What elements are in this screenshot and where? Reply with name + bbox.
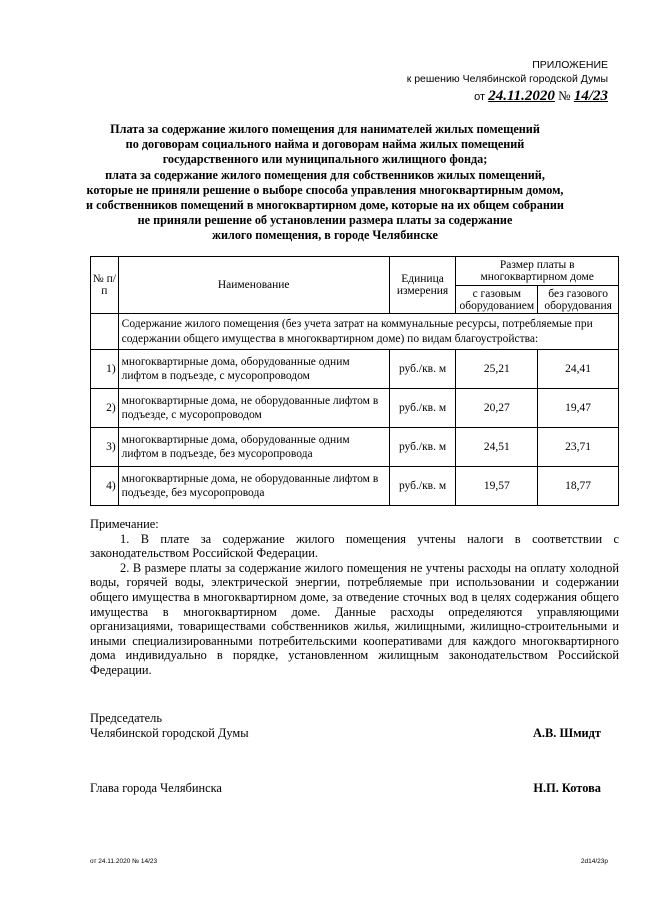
notes-section bbox=[90, 517, 619, 678]
notes-heading: Примечание: bbox=[90, 517, 159, 531]
row-unit: руб./кв. м bbox=[389, 389, 456, 428]
title-line: которые не приняли решение о выборе способа управления многоквартирным домом, bbox=[86, 182, 564, 197]
row-num: 2) bbox=[91, 389, 119, 428]
row-num: 3) bbox=[91, 428, 119, 467]
title-line: по договорам социального найма и договорам найма жилых помещений bbox=[125, 137, 525, 152]
head-name: Н.П. Котова bbox=[533, 781, 601, 795]
table-row bbox=[91, 467, 619, 506]
title-line: жилого помещения, в городе Челябинске bbox=[212, 228, 438, 243]
row-without-gas: 19,47 bbox=[538, 389, 619, 428]
row-with-gas: 20,27 bbox=[456, 389, 538, 428]
title-line: плата за содержание жилого помещения для собственников жилых помещений, bbox=[105, 167, 545, 182]
row-with-gas: 19,57 bbox=[456, 467, 538, 506]
table-row bbox=[91, 350, 619, 389]
date-prefix: от bbox=[474, 91, 485, 103]
head-signature-block bbox=[90, 781, 610, 796]
table-row bbox=[91, 389, 619, 428]
header-num: № п/п bbox=[91, 257, 119, 314]
header-unit: Единица измерения bbox=[389, 257, 456, 314]
footer-right: 2d14/23p bbox=[580, 858, 608, 865]
title-line: и собственников помещений в многоквартирном доме, которые на их общем собрании bbox=[86, 198, 564, 213]
appendix-decision: к решению Челябинской городской Думы bbox=[406, 73, 608, 85]
number-prefix: № bbox=[558, 88, 571, 103]
row-with-gas: 25,21 bbox=[456, 350, 538, 389]
appendix-label: ПРИЛОЖЕНИЕ bbox=[532, 59, 608, 71]
header-rate-group: Размер платы в многоквартирном доме bbox=[456, 257, 619, 286]
footer-left: от 24.11.2020 № 14/23 bbox=[90, 858, 158, 865]
row-unit: руб./кв. м bbox=[389, 350, 456, 389]
chair-title-line-2: Челябинской городской Думы bbox=[90, 726, 249, 740]
row-name: многоквартирные дома, оборудованные одним лифтом в подъезде, с мусоропроводом bbox=[118, 350, 389, 389]
note-item: 1. В плате за содержание жилого помещения учтены налоги в соответствии с законодательством Российской Федерации. bbox=[90, 531, 619, 561]
row-unit: руб./кв. м bbox=[389, 467, 456, 506]
chair-title-line-1: Председатель bbox=[90, 711, 163, 725]
row-name: многоквартирные дома, оборудованные одним лифтом в подъезде, без мусоропровода bbox=[118, 428, 389, 467]
decision-number: 14/23 bbox=[573, 88, 608, 104]
section-caption: Содержание жилого помещения (без учета затрат на коммунальные ресурсы, потребляемые при содержании общего имущества в многоквартирном доме) по видам благоустройства: bbox=[118, 314, 618, 350]
chair-signature-block bbox=[90, 711, 610, 741]
title-line: не приняли решение об установлении размера платы за содержание bbox=[137, 213, 513, 228]
row-name: многоквартирные дома, не оборудованные лифтом в подъезде, без мусоропровода bbox=[118, 467, 389, 506]
title-line: Плата за содержание жилого помещения для нанимателей жилых помещений bbox=[110, 122, 540, 136]
note-item: 2. В размере платы за содержание жилого помещения не учтены расходы на оплату холодной воды, горячей воды, электрической энергии, потребляемые при использовании и содержании общего имущества в многоквартирном доме, за отведение сточных вод в целях содержания общего имущества в многоквартирном доме. Данные расходы определяются управляющими организациями, товариществами собственников жилья, жилищными, жилищно-строительными и иными специализированными потребительскими кооперативами для каждого многоквартирного дома индивидуально в порядке, установленном жилищным законодательством Российской Федерации. bbox=[90, 560, 619, 677]
row-with-gas: 24,51 bbox=[456, 428, 538, 467]
header-name: Наименование bbox=[118, 257, 389, 314]
section-num-cell bbox=[91, 314, 119, 350]
header-without-gas: без газового оборудования bbox=[538, 286, 619, 314]
appendix-header bbox=[407, 58, 608, 104]
head-title: Глава города Челябинска bbox=[90, 781, 222, 795]
appendix-dateline bbox=[407, 89, 608, 104]
row-num: 4) bbox=[91, 467, 119, 506]
row-name: многоквартирные дома, не оборудованные лифтом в подъезде, с мусоропроводом bbox=[118, 389, 389, 428]
row-num: 1) bbox=[91, 350, 119, 389]
row-without-gas: 24,41 bbox=[538, 350, 619, 389]
row-unit: руб./кв. м bbox=[389, 428, 456, 467]
table-row bbox=[91, 428, 619, 467]
row-without-gas: 18,77 bbox=[538, 467, 619, 506]
document-title bbox=[60, 122, 590, 244]
header-with-gas: с газовым оборудованием bbox=[456, 286, 538, 314]
title-line: государственного или муниципального жилищного фонда; bbox=[162, 152, 488, 167]
decision-date: 24.11.2020 bbox=[488, 88, 555, 104]
chair-name: А.В. Шмидт bbox=[532, 726, 601, 740]
row-without-gas: 23,71 bbox=[538, 428, 619, 467]
rates-table bbox=[90, 256, 619, 506]
